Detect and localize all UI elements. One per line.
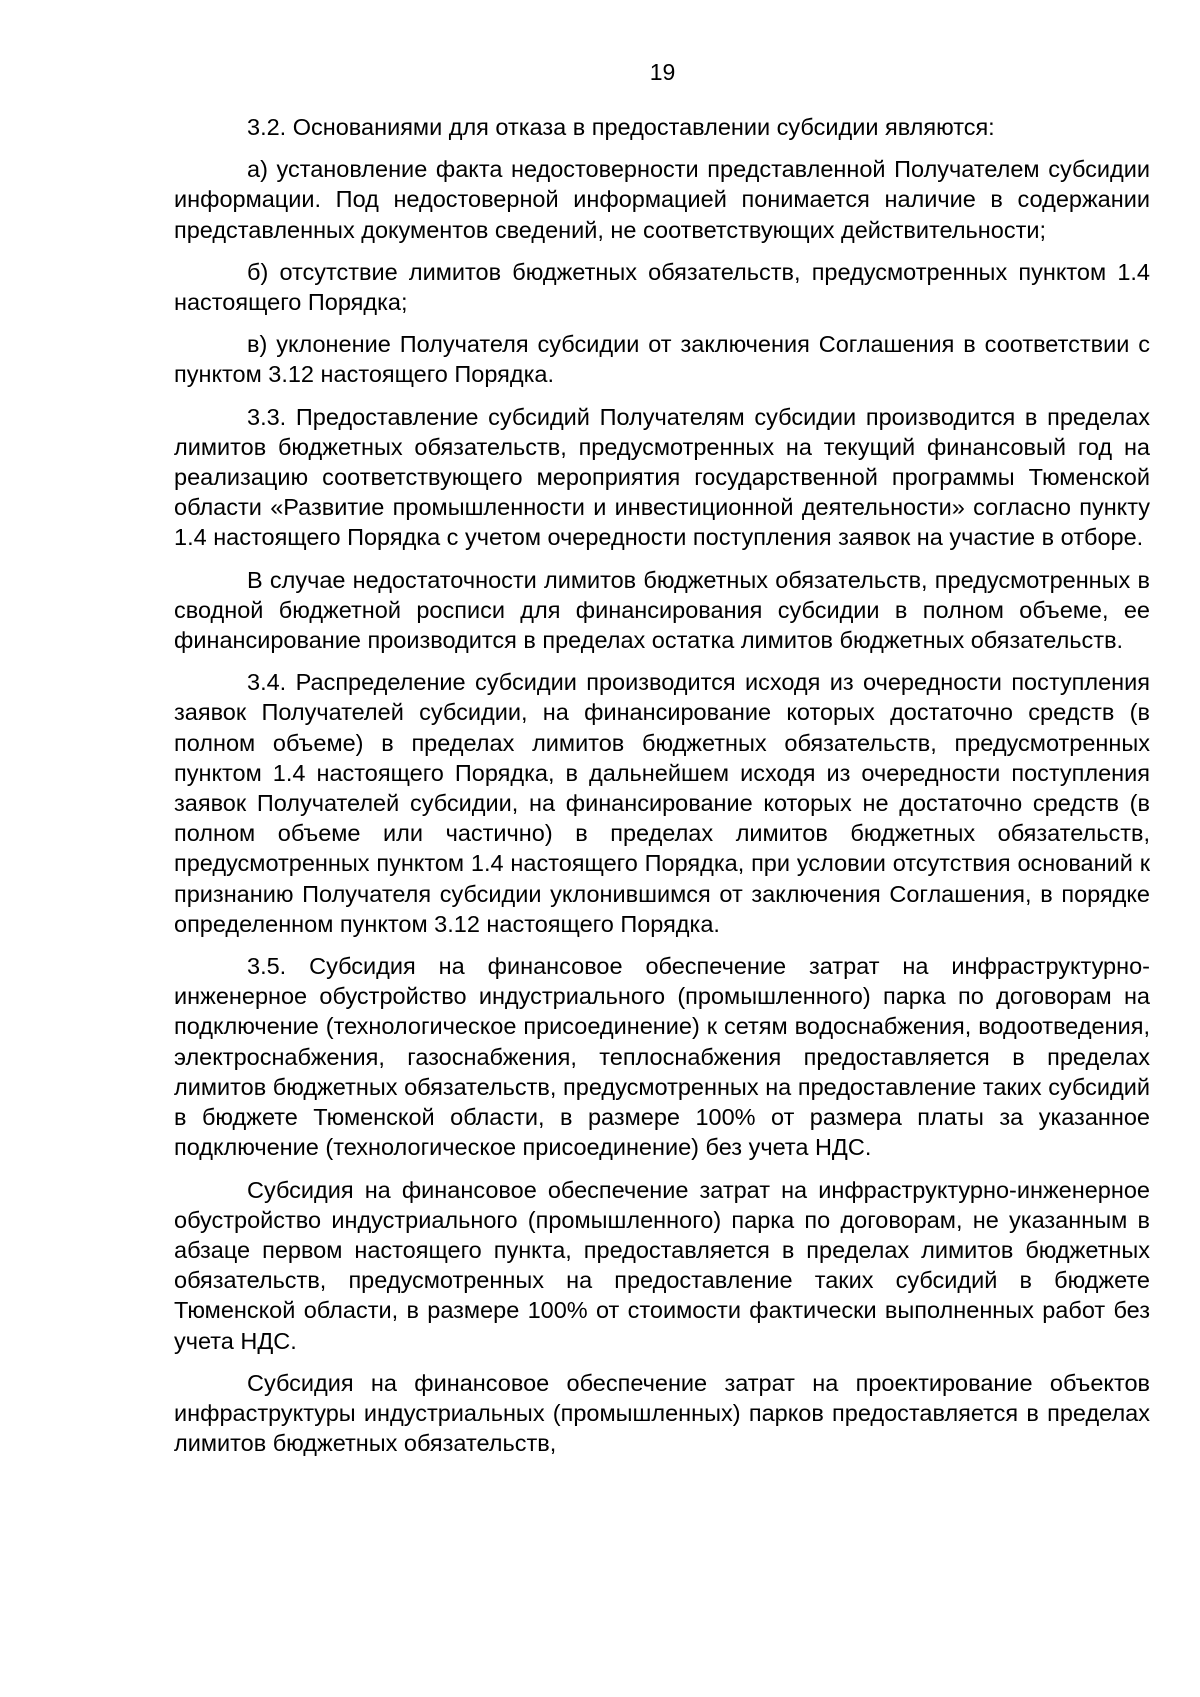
document-body <box>174 112 1150 1458</box>
paragraph-3-2-v: в) уклонение Получателя субсидии от заключения Соглашения в соответствии с пунктом 3.12 настоящего Порядка. <box>174 331 1150 388</box>
paragraph-3-2-a: а) установление факта недостоверности представленной Получателем субсидии информации. Под недостоверной информацией понимается наличие в содержании представленных документов сведений, не соответствующих действительности; <box>174 156 1150 243</box>
paragraph-3-5: 3.5. Субсидия на финансовое обеспечение затрат на инфраструктурно-инженерное обустройство индустриального (промышленного) парка по договорам на подключение (технологическое присоединение) к сетям водоснабжения, водоотведения, электроснабжения, газоснабжения, теплоснабжения предоставляется в пределах лимитов бюджетных обязательств, предусмотренных на предоставление таких субсидий в бюджете Тюменской области, в размере 100% от размера платы за указанное подключение (технологическое присоединение) без учета НДС. <box>174 953 1150 1161</box>
paragraph-3-4: 3.4. Распределение субсидии производится исходя из очередности поступления заявок Получателей субсидии, на финансирование которых достаточно средств (в полном объеме) в пределах лимитов бюджетных обязательств, предусмотренных пунктом 1.4 настоящего Порядка, в дальнейшем исходя из очередности поступления заявок Получателей субсидии, на финансирование которых не достаточно средств (в полном объеме или частично) в пределах лимитов бюджетных обязательств, предусмотренных пунктом 1.4 настоящего Порядка, при условии отсутствия оснований к признанию Получателя субсидии уклонившимся от заключения Соглашения, в порядке определенном пунктом 3.12 настоящего Порядка. <box>174 669 1150 937</box>
paragraph-3-2-b: б) отсутствие лимитов бюджетных обязательств, предусмотренных пунктом 1.4 настоящего Порядка; <box>174 258 1150 316</box>
paragraph-3-2: 3.2. Основаниями для отказа в предоставлении субсидии являются: <box>247 114 995 140</box>
page-number: 19 <box>649 59 676 85</box>
paragraph-3-5-other-contracts: Субсидия на финансовое обеспечение затрат на инфраструктурно-инженерное обустройство индустриального (промышленного) парка по договорам, не указанным в абзаце первом настоящего пункта, предоставляется в пределах лимитов бюджетных обязательств, предусмотренных на предоставление таких субсидий в бюджете Тюменской области, в размере 100% от стоимости фактически выполненных работ без учета НДС. <box>174 1176 1150 1354</box>
paragraph-3-3: 3.3. Предоставление субсидий Получателям субсидии производится в пределах лимитов бюджетных обязательств, предусмотренных на текущий финансовый год на реализацию соответствующего мероприятия государственной программы Тюменской области «Развитие промышленности и инвестиционной деятельности» согласно пункту 1.4 настоящего Порядка с учетом очередности поступления заявок на участие в отборе. <box>174 403 1150 551</box>
paragraph-3-5-design: Субсидия на финансовое обеспечение затрат на проектирование объектов инфраструктуры индустриальных (промышленных) парков предоставляется в пределах лимитов бюджетных обязательств, <box>174 1369 1150 1457</box>
paragraph-3-3-insufficient-limits: В случае недостаточности лимитов бюджетных обязательств, предусмотренных в сводной бюджетной росписи для финансирования субсидии в полном объеме, ее финансирование производится в пределах остатка лимитов бюджетных обязательств. <box>174 566 1150 654</box>
